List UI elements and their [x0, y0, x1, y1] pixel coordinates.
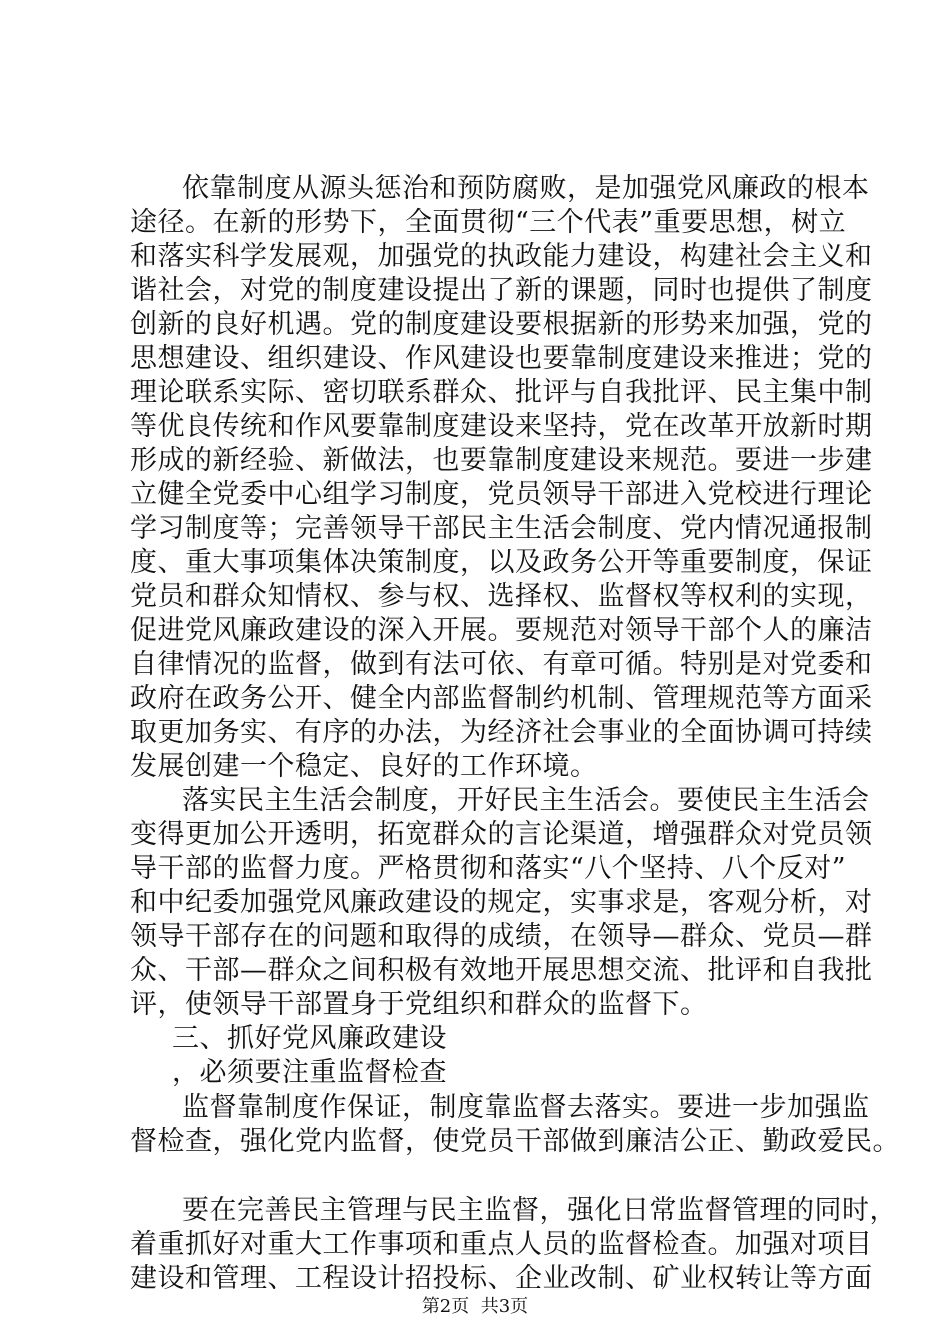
text-line: 导干部的监督力度。严格贯彻和落实“八个坚持、八个反对”: [130, 853, 847, 884]
text-line: 理论联系实际、密切联系群众、批评与自我批评、民主集中制: [130, 377, 873, 408]
text-line: 思想建设、组织建设、作风建设也要靠制度建设来推进；党的: [130, 343, 873, 374]
text-line: 督检查，强化党内监督，使党员干部做到廉洁公正、勤政爱民。: [130, 1126, 900, 1157]
text-line: 落实民主生活会制度，开好民主生活会。要使民主生活会: [182, 785, 870, 816]
text-line: 评，使领导干部置身于党组织和群众的监督下。: [130, 989, 708, 1020]
text-line: 等优良传统和作风要靠制度建设来坚持，党在改革开放新时期: [130, 411, 873, 442]
text-line: 政府在政务公开、健全内部监督制约机制、管理规范等方面采: [130, 683, 873, 714]
text-line: 度、重大事项集体决策制度，以及政务公开等重要制度，保证: [130, 547, 873, 578]
text-line: 领导干部存在的问题和取得的成绩，在领导—群众、党员—群: [130, 921, 873, 952]
page-footer: 第2页 共3页: [421, 1296, 529, 1317]
text-line: 要在完善民主管理与民主监督，强化日常监督管理的同时，: [182, 1195, 897, 1226]
text-line: 谐社会，对党的制度建设提出了新的课题，同时也提供了制度: [130, 275, 873, 306]
text-line: 和落实科学发展观，加强党的执政能力建设，构建社会主义和: [130, 241, 873, 272]
text-line: 变得更加公开透明，拓宽群众的言论渠道，增强群众对党员领: [130, 819, 873, 850]
text-line: 发展创建一个稳定、良好的工作环境。: [130, 751, 598, 782]
text-line: 学习制度等；完善领导干部民主生活会制度、党内情况通报制: [130, 513, 873, 544]
text-line: 和中纪委加强党风廉政建设的规定，实事求是，客观分析，对: [130, 887, 873, 918]
text-line: 党员和群众知情权、参与权、选择权、监督权等权利的实现，: [130, 581, 873, 612]
text-line: 建设和管理、工程设计招投标、企业改制、矿业权转让等方面: [130, 1263, 873, 1294]
text-line: 途径。在新的形势下，全面贯彻“三个代表”重要思想，树立: [130, 207, 847, 238]
text-line: 立健全党委中心组学习制度，党员领导干部进入党校进行理论: [130, 479, 873, 510]
text-line: ，必须要注重监督检查: [172, 1057, 447, 1088]
text-line: 着重抓好对重大工作事项和重点人员的监督检查。加强对项目: [130, 1229, 873, 1260]
text-line: 创新的良好机遇。党的制度建设要根据新的形势来加强，党的: [130, 309, 873, 340]
text-line: 众、干部—群众之间积极有效地开展思想交流、批评和自我批: [130, 955, 873, 986]
text-line: 监督靠制度作保证，制度靠监督去落实。要进一步加强监: [182, 1092, 870, 1123]
text-line: 自律情况的监督，做到有法可依、有章可循。特别是对党委和: [130, 649, 873, 680]
text-line: 取更加务实、有序的办法，为经济社会事业的全面协调可持续: [130, 717, 873, 748]
text-line: 依靠制度从源头惩治和预防腐败，是加强党风廉政的根本: [182, 173, 870, 204]
text-line: 促进党风廉政建设的深入开展。要规范对领导干部个人的廉洁: [130, 615, 873, 646]
text-line: 形成的新经验、新做法，也要靠制度建设来规范。要进一步建: [130, 445, 873, 476]
text-line: 三、抓好党风廉政建设: [172, 1023, 447, 1054]
